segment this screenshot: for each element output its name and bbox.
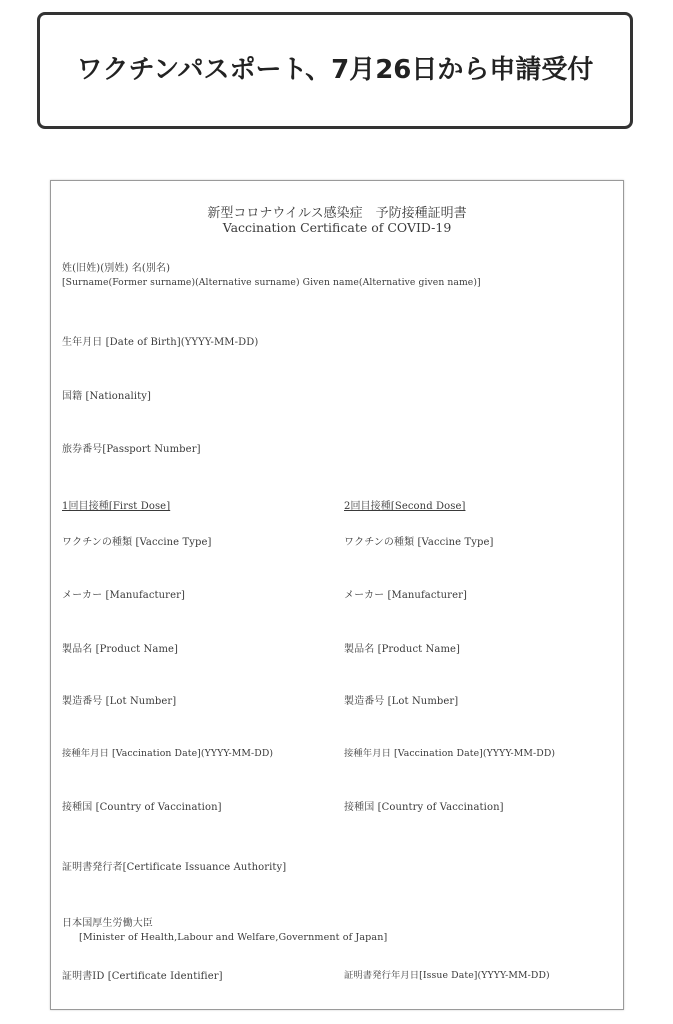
first-dose-heading: 1回目接種[First Dose] — [62, 501, 171, 512]
first-dose-country: 接種国 [Country of Vaccination] — [62, 802, 222, 813]
first-dose-manufacturer: メーカー [Manufacturer] — [62, 590, 185, 601]
passport-number-label: 旅券番号[Passport Number] — [62, 444, 201, 455]
name-label-en: [Surname(Former surname)(Alternative surname) Given name(Alternative given name)] — [62, 277, 481, 288]
second-dose-lot-number: 製造番号 [Lot Number] — [344, 696, 459, 707]
headline-text: ワクチンパスポート、7月26日から申請受付 — [76, 55, 594, 86]
second-dose-heading: 2回目接種[Second Dose] — [344, 501, 466, 512]
issuer-label: 証明書発行者[Certificate Issuance Authority] — [62, 862, 287, 873]
second-dose-country: 接種国 [Country of Vaccination] — [344, 802, 504, 813]
certificate-title-en: Vaccination Certificate of COVID-19 — [222, 220, 452, 235]
second-dose-manufacturer: メーカー [Manufacturer] — [344, 590, 467, 601]
certificate-id-label: 証明書ID [Certificate Identifier] — [62, 971, 223, 982]
first-dose-lot-number: 製造番号 [Lot Number] — [62, 696, 177, 707]
first-dose-product-name: 製品名 [Product Name] — [62, 644, 179, 655]
issuer-name-en: [Minister of Health,Labour and Welfare,Government of Japan] — [79, 932, 388, 943]
name-label-ja: 姓(旧姓)(別姓) 名(別名) — [62, 263, 171, 274]
dob-label: 生年月日 [Date of Birth](YYYY-MM-DD) — [62, 337, 259, 348]
nationality-label: 国籍 [Nationality] — [62, 391, 151, 402]
certificate-title-ja: 新型コロナウイルス感染症 予防接種証明書 — [207, 206, 467, 221]
first-dose-vaccine-type: ワクチンの種類 [Vaccine Type] — [62, 537, 212, 548]
second-dose-date: 接種年月日 [Vaccination Date](YYYY-MM-DD) — [344, 748, 556, 759]
first-dose-date: 接種年月日 [Vaccination Date](YYYY-MM-DD) — [62, 748, 274, 759]
second-dose-product-name: 製品名 [Product Name] — [344, 644, 461, 655]
issuer-name-ja: 日本国厚生労働大臣 — [62, 918, 153, 929]
vaccination-certificate — [50, 180, 624, 1010]
second-dose-vaccine-type: ワクチンの種類 [Vaccine Type] — [344, 537, 494, 548]
issue-date-label: 証明書発行年月日[Issue Date](YYYY-MM-DD) — [344, 970, 550, 981]
headline-box — [37, 12, 633, 129]
